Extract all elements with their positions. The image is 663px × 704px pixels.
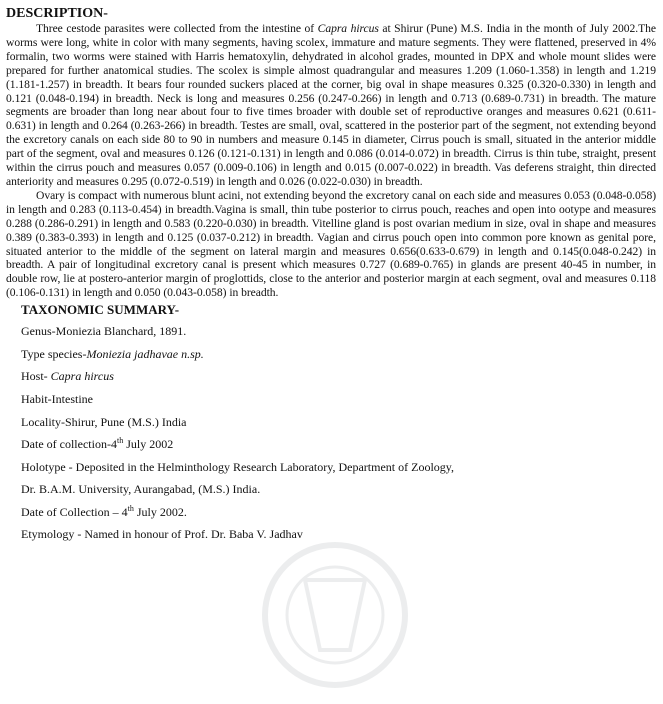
habit-row: Habit-Intestine [21, 391, 93, 406]
type-species-row [21, 347, 656, 361]
para1-text-rest: at Shirur (Pune) M.S. India in the month of July 2002.The worms were long, white in color with many segments, having scolex, immature and mature segments. They were flattened, preserved in 4% formalin, two worms were stained with Harris hematoxylin, dehydrated in alcohol grades, mounted in DPX and whole mount slides were prepared for further anatomical studies. The scolex is simple almost quadrangular and measures 1.209 (1.060-1.358) in length and 1.219 (1.181-1.257) in breadth. It bears four rounded suckers placed at the corner, big oval in shape measures 0.325 (0.320-0.330) in length and 0.121 (0.048-0.194) in breadth. Neck is long and measures 0.256 (0.247-0.266) in length and 0.713 (0.689-0.731) in breadth. The mature segments are broader than long near about four to five times broader with double set of reproductive oranges and measures 0.621 (0.611-0.631) in length and 0.264 (0.263-266) in breadth. Testes are small, oval, scattered in the posterior part of the segment, not extending beyond the excretory canals on each side 80 to 90 in numbers and measure 0.145 in diameter, Cirrus pouch is small, situated in the anterior middle part of the segment, oval and measures 0.126 (0.121-0.131) in length and 0.086 (0.014-0.072) in breadth. Cirrus is thin tube, straight, present within the cirrus pouch and measures 0.057 (0.009-0.106) in length and 0.015 (0.007-0.022) in breadth. Vas deferens straight, thin directed anteriority and measures 0.295 (0.072-0.519) in length and 0.026 (0.022-0.030) in breadth. [6, 22, 656, 188]
etymology-row: Etymology - Named in honour of Prof. Dr. Baba V. Jadhav [21, 527, 303, 542]
locality-row: Locality-Shirur, Pune (M.S.) India [21, 414, 187, 429]
collection-date-2-rest: July 2002. [133, 504, 187, 519]
genus-row: Genus-Moniezia Blanchard, 1891. [21, 324, 187, 339]
description-paragraph-1 [6, 22, 656, 189]
description-paragraph-2: Ovary is compact with numerous blunt acini, not extending beyond the excretory canal on each side and measures 0.053 (0.048-0.058) in length and 0.283 (0.113-0.454) in breadth.Vagina is small, thin tube posterior to cirrus pouch, reaches and open into ootype and measures 0.288 (0.286-0.291) in length and 0.583 (0.220-0.030) in breadth. Vitelline gland is post ovarian medium in size, oval in shape and measures 0.389 (0.383-0.393) in length and 0.125 (0.037-0.212) in breadth. Vagian and cirrus pouch open into common pore known as genital pore, situated anterior to the middle of the segment on lateral margin and measures 0.656(0.633-0.679) in length and 0.145(0.048-0.242) in breadth. A pair of longitudinal excretory canal is present which measures 0.727 (0.689-0.765) in glands are present 40-45 in number, in double row, lie at postero-anterior margin of proglottids, close to the anterior and posterior margin at each segment, oval and measures 0.118 (0.106-0.131) in length and 0.050 (0.043-0.058) in breadth. [6, 188, 656, 300]
taxonomic-summary-heading: TAXONOMIC SUMMARY- [21, 302, 180, 318]
collection-date-2-row [21, 505, 656, 519]
watermark-seal-graphic [250, 540, 420, 690]
document-page [6, 6, 656, 550]
collection-date-2-label: Date of Collection – 4 [21, 504, 128, 519]
holotype-row-1: Holotype - Deposited in the Helminthology Research Laboratory, Department of Zoology, [21, 459, 454, 474]
collection-date-rest: July 2002 [123, 437, 174, 452]
collection-date-label: Date of collection-4 [21, 437, 117, 452]
collection-date-sup: th [116, 436, 124, 446]
host-species-italic: Capra hircus [317, 22, 379, 35]
para1-text-start: Three cestode parasites were collected from the intestine of [36, 22, 318, 35]
description-heading: DESCRIPTION- [6, 6, 108, 21]
host-value: Capra hircus [50, 369, 114, 384]
collection-date-row [21, 437, 656, 451]
type-species-value: Moniezia jadhavae n.sp. [86, 346, 204, 361]
type-species-label: Type species- [21, 346, 87, 361]
collection-date-2-sup: th [127, 503, 134, 513]
holotype-row-2: Dr. B.A.M. University, Aurangabad, (M.S.) India. [21, 482, 261, 497]
taxonomic-summary [6, 302, 656, 541]
host-label: Host- [21, 369, 51, 384]
host-row [21, 369, 656, 383]
